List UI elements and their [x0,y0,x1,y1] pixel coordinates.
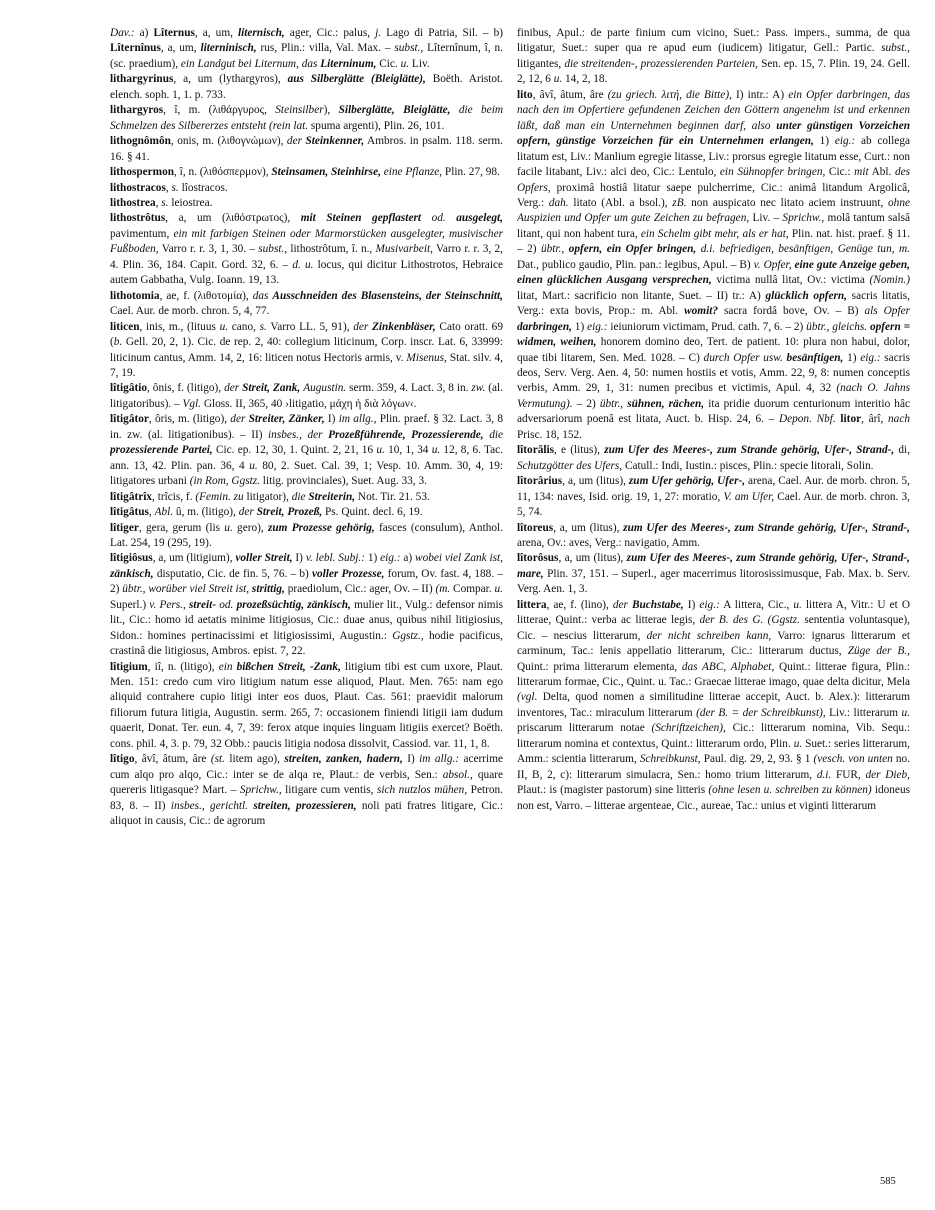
dictionary-entry: lîtigo, âvî, âtum, âre (st. litem ago), streiten, zanken, hadern, I) im allg.: acerrime cum alqo pro alqo, Cic.: inter se de alqa re, Plaut.: de verbis, Sen.: absol., quare quereris litigasque? Mart. – Sprichw., litigare cum ventis, sich nutzlos mühen, Petron. 83, 8. – II) insbes., gerichtl. streiten, prozessieren, noli pati fratres litigare, Cic.: aliquot in causis, Cic.: de agrorum [110,753,503,828]
dictionary-entry: Dav.: a) Lîternus, a, um, liternisch, ager, Cic.: palus, j. Lago di Patria, Sil. – b) Lîternînus, a, um, literninisch, rus, Plin.: villa, Val. Max. – subst., Lîternînum, î, n. (sc. praedium), ein Landgut bei Liternum, das Literninum, Cic. u. Liv. [110,27,503,70]
dictionary-entry: lîtigâtrîx, trîcis, f. (Femin. zu litigator), die Streiterin, Not. Tir. 21. 53. [110,490,430,503]
dictionary-entry: lîtorôsus, a, um (litus), zum Ufer des Meeres-, zum Strande gehörig, Ufer-, Strand-, mare, Plin. 37, 151. – Superl., ager macerrimus litorosissimusque, Fab. Max. b. Serv. Verg. Aen. 1, 3. [517,552,910,596]
dictionary-entry: lîtigâtus, Abl. û, m. (litigo), der Streit, Prozeß, Ps. Quint. decl. 6, 19. [110,506,423,519]
dictionary-entry: lîtigium, iî, n. (litigo), ein bißchen Streit, -Zank, litigium tibi est cum uxore, Plaut. Men. 151: credo cum viro litigium natum esse aliquod, Plaut. Men. 765: nam ego aliquid contrahere cupio litigi inter eos duos, Plaut. Cas. 561: praevidit malorum filiorum futura litigia, Augustin. serm. 265, 7: occasionem finiendi litigii iam dudum quaerit, Donat. Ter. eun. 4, 7, 39: ferox atque inquies linguam litigiis exercet? Boëth. cons. phil. 4, 3. p. 79, 32 Obb.: paucis litigia nodosa dissolvit, Cassiod. var. 11, 1, 8. [110,660,503,750]
dictionary-entry: lîtoreus, a, um (litus), zum Ufer des Meeres-, zum Strande gehörig, Ufer-, Strand-, arena, Ov.: aves, Verg.: navigatio, Amm. [517,521,910,549]
dictionary-entry: lithognômôn, onis, m. (λιθογνώμων), der Steinkenner, Ambros. in psalm. 118. serm. 16. § 41. [110,135,503,163]
dictionary-entry: lîtigiôsus, a, um (litigium), voller Streit, I) v. lebl. Subj.: 1) eig.: a) wobei viel Zank ist, zänkisch, disputatio, Cic. de fin. 5, 76. – b) voller Prozesse, forum, Ov. fast. 4, 188. – 2) übtr., worüber viel Streit ist, strittig, praediolum, Cic.: ager, Ov. – II) (m. Compar. u. Superl.) v. Pers., streit- od. prozeßsüchtig, zänkisch, mulier lit., Vulg.: defensor nimis lit., Cic.: homo id aetatis minime litigiosus, Cic.: duae anus, quibus nihil litigiosius, Sidon.: homines pertinacissimi et litigiosissimi, Augustin.: Ggstz., hodie pacificus, crastinâ die litigiosus, Ambros. epist. 7, 22. [110,552,503,658]
dictionary-entry: lithospermon, î, n. (λιθόσπερμον), Steinsamen, Steinhirse, eine Pflanze, Plin. 27, 98. [110,166,500,179]
dictionary-entry: lîtorârius, a, um (litus), zum Ufer gehörig, Ufer-, arena, Cael. Aur. de morb. chron. 5, 11, 134: naves, Isid. orig. 19, 1, 27: moratio, V. am Ufer, Cael. Aur. de morb. chron. 3, 5, 74. [517,475,910,519]
dictionary-entry: lithargyrinus, a, um (lythargyros), aus Silberglätte (Bleiglätte), Boëth. Aristot. elench. soph. 1, 1. p. 733. [110,73,503,101]
dictionary-entry: lithostracos, s. lîostracos. [110,181,228,194]
page-number: 585 [880,1176,896,1187]
dictionary-entry: lîtigâtor, ôris, m. (litigo), der Streiter, Zänker, I) im allg., Plin. praef. § 32. Lact. 3, 8 in. zw. (al. litigationibus). – II) insbes., der Prozeßführende, Prozessierende, die prozessierende Partei, Cic. ep. 12, 30, 1. Quint. 2, 21, 16 u. 10, 1, 34 u. 12, 8, 6. Tac. ann. 13, 42. Plin. pan. 36, 4 u. 80, 2. Suet. Cal. 39, 1; Vesp. 10. Amm. 30, 4, 19: litigatores urbani (in Rom, Ggstz. litig. provinciales), Suet. Aug. 33, 3. [110,413,503,488]
dictionary-entry: lithargyros, î, m. (λιθάργυρος, Steinsilber), Silberglätte, Bleiglätte, die beim Schmelzen des Silbererzes entsteht (rein lat. spuma argenti), Plin. 26, 101. [110,104,503,132]
dictionary-entry: lîtigâtio, ônis, f. (litigo), der Streit, Zank, Augustin. serm. 359, 4. Lact. 3, 8 in. zw. (al. litigatoribus). – Vgl. Gloss. II, 365, 40 ›litigatio, μάχη ἡ διὰ λόγων‹. [110,382,503,410]
dictionary-entry: finibus, Apul.: de parte finium cum vicino, Suet.: Pass. impers., summa, de qua litigatur, Suet.: super qua re apud eum (iudicem) litigatur, Gell.: Partic. subst., litigantes, die streitenden-, prozessierenden Parteien, Sen. ep. 15, 7. Plin. 19, 24. Gell. 2, 12, 6 u. 14, 2, 18. [517,27,910,86]
right-column [517,26,910,1181]
dictionary-entry: liticen, inis, m., (lituus u. cano, s. Varro LL. 5, 91), der Zinkenbläser, Cato oratt. 69 (b. Gell. 20, 2, 1). Cic. de rep. 2, 40: collegium liticinum, Corp. inscr. Lat. 6, 33999: liticinum cantus, Amm. 14, 2, 16: liticen notus Hectoris armis, v. Misenus, Stat. silv. 4, 7, 19. [110,320,503,379]
dictionary-entry: lithostrea, s. leiostrea. [110,196,213,209]
dictionary-entry: lithostrôtus, a, um (λιθόστρωτος), mit Steinen gepflastert od. ausgelegt, pavimentum, ein mit farbigen Steinen oder Marmorstücken ausgelegter, musivischer Fußboden, Varro r. r. 3, 1, 30. – subst., lithostrôtum, î. n., Musivarbeit, Varro r. r. 3, 2, 4. Plin. 36, 184. Capit. Gord. 32, 6. – d. u. locus, qui dicitur Lithostrotos, Hebraice autem Gabbatha, Vulg. Ioann. 19, 13. [110,212,503,287]
left-column [110,26,503,1191]
dictionary-entry: lîtiger, gera, gerum (lis u. gero), zum Prozesse gehörig, fasces (consulum), Anthol. Lat. 254, 19 (295, 19). [110,521,503,549]
dictionary-entry: lithotomia, ae, f. (λιθοτομία), das Ausschneiden des Blasensteins, der Steinschnitt, Cael. Aur. de morb. chron. 5, 4, 77. [110,289,503,318]
dictionary-entry: lito, âvî, âtum, âre (zu griech. λιτή, die Bitte), I) intr.: A) ein Opfer darbringen, das nach den im Opfertiere gefundenen Zeichen den Göttern angenehm ist und erkennen läßt, daß man ein Unternehmen beginnen darf, also unter günstigen Vorzeichen opfern, günstige Vorzeichen für ein Unternehmen erlangen, 1) eig.: ab collega litatum est, Liv.: Manlium egregie litasse, Liv.: prorsus egregie litatum esse, Curt.: non facile litabant, Liv.: alci deo, Cic.: Lentulo, ein Sühnopfer bringen, Cic.: mit Abl. des Opfers, proximâ hostiâ litatur saepe pulcherrime, Cic.: animâ litandum Argolicâ, Verg.: dah. litato (Abl. a bsol.), zB. non auspicato nec litato aciem instruunt, ohne Auspizien und Opfer um gute Zeichen zu befragen, Liv. – Sprichw., molâ tantum salsâ litant, qui non habent tura, ein Schelm gibt mehr, als er hat, Plin. nat. hist. praef. § 11. – 2) übtr., opfern, ein Opfer bringen, d.i. befriedigen, besänftigen, Genüge tun, m. Dat., publico gaudio, Plin. pan.: legibus, Apul. – B) v. Opfer, eine gute Anzeige geben, einen glücklichen Ausgang versprechen, victima nullâ litat, Ov.: victima (Nomin.) litat, Mart.: sacrificio non litante, Suet. – II) tr.: A) glücklich opfern, sacris litatis, Verg.: exta bovis, Prop.: m. Abl. womit? sacra fordâ bove, Ov. – B) als Opfer darbringen, 1) eig.: ieiuniorum victimam, Prud. cath. 7, 6. – 2) übtr., gleichs. opfern = widmen, weihen, honorem domino deo, Tert. de patient. 10: plura non habui, dolor, quae tibi litarem, Sen. Med. 1028. – C) durch Opfer usw. besänftigen, 1) eig.: sacris deos, Serv. Verg. Aen. 4, 50: numen hostiis et votis, Amm. 22, 9, 8: numen conceptis verbis, Amm. 29, 1, 31: numen precibus et victimis, Apul. 4, 32 (nach O. Jahns Vermutung). – 2) übtr., sühnen, rächen, ita pridie duorum centurionum interitio hâc adversariorum poenâ est litata, Auct. b. Hisp. 24, 6. – Depon. Nbf. litor, ârî, nach Prisc. 18, 152. [517,88,910,441]
dictionary-entry: littera, ae, f. (lino), der Buchstabe, I) eig.: A littera, Cic., u. littera A, Vitr.: U et O litterae, Quint.: verba ac litterae legis, der B. des G. (Ggstz. sententia voluntasque), Cic. – nescius litterarum, der nicht schreiben kann, Varro: ignarus litterarum et carminum, Tac.: lenis appellatio litterarum, Cic.: litterarum ductus, Züge der B., Quint.: prima litterarum elementa, das ABC, Alphabet, Quint.: litterae figura, Plin.: litterarum formae, Cic., Quint. u. Tac.: Graecae litterae imago, quae delta dicitur, Mela (vgl. Delta, quod nomen a similitudine litterae accepit, Auct. b. Alex.): litterarum inventores, Tac.: miraculum litterarum (der B. = der Schreibkunst), Liv.: litterarum u. priscarum litterarum notae (Schriftzeichen), Cic.: litterarum nomina, Vib. Sequ.: litterarum nomina et contextus, Quint.: litterarum ordo, Plin. u. Suet.: series litterarum, Amm.: scientia litterarum, Schreibkunst, Paul. dig. 29, 2, 93. § 1 (vesch. von unten no. II, B, 2, c): litterarum simulacra, Sen.: homo trium litterarum, d.i. FUR, der Dieb, Plaut.: is (magister pastorum) sine litteris (ohne lesen u. schreiben zu können) idoneus non est, Varro. – litterae argenteae, Cic., aureae, Tac.: unius et viginti litterarum [517,598,910,812]
dictionary-entry: lîtorâlis, e (litus), zum Ufer des Meeres-, zum Strande gehörig, Ufer-, Strand-, di, Schutzgötter des Ufers, Catull.: Indi, Iustin.: pisces, Plin.: specie litorali, Solin. [517,444,910,472]
